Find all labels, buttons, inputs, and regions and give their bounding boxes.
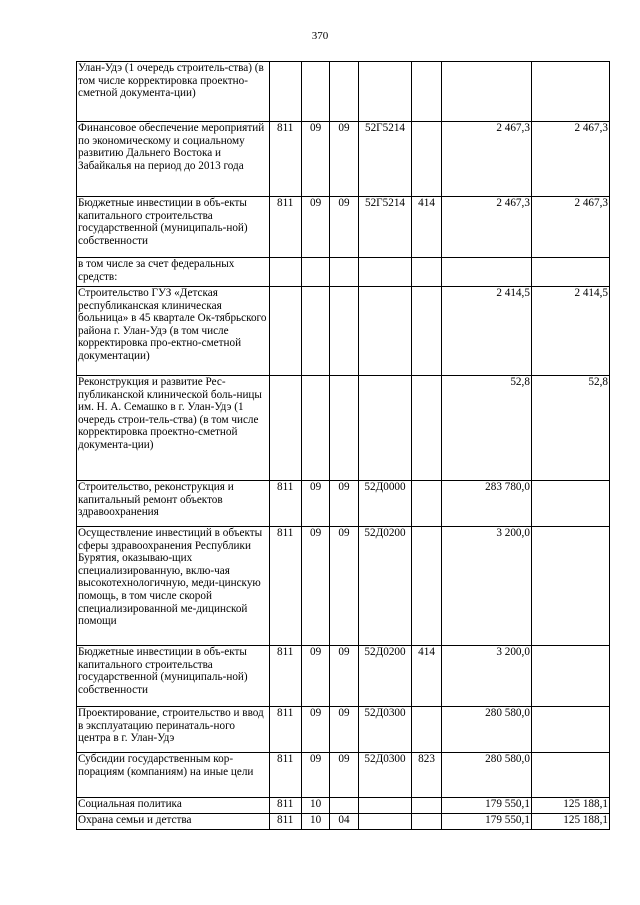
row-name: Субсидии государственным кор-порациям (компаниям) на иные цели <box>77 753 270 798</box>
subsection-code <box>330 62 358 122</box>
grbs-code <box>269 376 301 481</box>
amount-2 <box>531 258 609 287</box>
amount-1: 283 780,0 <box>441 481 531 527</box>
amount-2: 125 188,1 <box>531 798 609 814</box>
section-code: 10 <box>301 814 329 830</box>
section-code: 10 <box>301 798 329 814</box>
target-article-code <box>358 814 412 830</box>
grbs-code: 811 <box>269 481 301 527</box>
amount-2 <box>531 481 609 527</box>
amount-1: 280 580,0 <box>441 707 531 753</box>
subsection-code: 04 <box>330 814 358 830</box>
amount-1: 3 200,0 <box>441 646 531 707</box>
row-name: Строительство ГУЗ «Детская республиканская клиническая больница» в 45 квартале Ок-тябрьского района г. Улан-Удэ (в том числе корректировка про-ектно-сметной документации) <box>77 287 270 376</box>
section-code: 09 <box>301 197 329 258</box>
grbs-code <box>269 287 301 376</box>
table-row <box>77 753 610 798</box>
subsection-code: 09 <box>330 197 358 258</box>
table-row <box>77 258 610 287</box>
table-row <box>77 707 610 753</box>
amount-2 <box>531 707 609 753</box>
amount-2: 125 188,1 <box>531 814 609 830</box>
grbs-code: 811 <box>269 707 301 753</box>
expense-type-code: 823 <box>412 753 441 798</box>
amount-2 <box>531 62 609 122</box>
expense-type-code <box>412 798 441 814</box>
subsection-code: 09 <box>330 122 358 197</box>
table-row <box>77 481 610 527</box>
row-name: Охрана семьи и детства <box>77 814 270 830</box>
grbs-code <box>269 62 301 122</box>
amount-1: 179 550,1 <box>441 814 531 830</box>
row-name: Социальная политика <box>77 798 270 814</box>
table-row <box>77 287 610 376</box>
subsection-code <box>330 376 358 481</box>
grbs-code: 811 <box>269 646 301 707</box>
target-article-code: 52Д0300 <box>358 707 412 753</box>
page-number: 370 <box>311 30 329 42</box>
grbs-code: 811 <box>269 798 301 814</box>
expense-type-code <box>412 258 441 287</box>
row-name: Строительство, реконструкция и капитальный ремонт объектов здравоохранения <box>77 481 270 527</box>
amount-2: 52,8 <box>531 376 609 481</box>
expense-type-code <box>412 287 441 376</box>
amount-1: 2 467,3 <box>441 197 531 258</box>
row-name: Бюджетные инвестиции в объ-екты капитального строительства государственной (муниципаль-ной) собственности <box>77 197 270 258</box>
amount-2 <box>531 753 609 798</box>
subsection-code: 09 <box>330 481 358 527</box>
expense-type-code <box>412 527 441 646</box>
section-code: 09 <box>301 527 329 646</box>
amount-2: 2 467,3 <box>531 122 609 197</box>
row-name: Финансовое обеспечение мероприятий по экономическому и социальному развитию Дальнего Востока и Забайкалья на период до 2013 года <box>77 122 270 197</box>
target-article-code: 52Г5214 <box>358 197 412 258</box>
target-article-code: 52Д0200 <box>358 527 412 646</box>
expense-type-code <box>412 707 441 753</box>
subsection-code <box>330 798 358 814</box>
grbs-code: 811 <box>269 527 301 646</box>
amount-1: 52,8 <box>441 376 531 481</box>
target-article-code: 52Г5214 <box>358 122 412 197</box>
amount-1: 179 550,1 <box>441 798 531 814</box>
target-article-code: 52Д0300 <box>358 753 412 798</box>
subsection-code: 09 <box>330 646 358 707</box>
subsection-code <box>330 287 358 376</box>
row-name: Проектирование, строительство и ввод в эксплуатацию перинаталь-ного центра в г. Улан-Удэ <box>77 707 270 753</box>
row-name: в том числе за счет федеральных средств: <box>77 258 270 287</box>
row-name: Осуществление инвестиций в объекты сферы здравоохранения Республики Бурятия, оказываю-щих специализированную, вклю-чая высокотехнологичную, меди-цинскую помощь, в том числе скорой специализированной ме-дицинской помощи <box>77 527 270 646</box>
amount-1: 2 467,3 <box>441 122 531 197</box>
subsection-code: 09 <box>330 527 358 646</box>
section-code <box>301 287 329 376</box>
expense-type-code <box>412 481 441 527</box>
table-row <box>77 197 610 258</box>
table-row <box>77 527 610 646</box>
row-name: Улан-Удэ (1 очередь строитель-ства) (в том числе корректировка проектно-сметной документа-ции) <box>77 62 270 122</box>
amount-2: 2 414,5 <box>531 287 609 376</box>
section-code <box>301 376 329 481</box>
table-row <box>77 798 610 814</box>
table-row <box>77 646 610 707</box>
subsection-code <box>330 258 358 287</box>
amount-1: 2 414,5 <box>441 287 531 376</box>
subsection-code: 09 <box>330 753 358 798</box>
row-name: Реконструкция и развитие Рес-публиканской клинической боль-ницы им. Н. А. Семашко в г. Улан-Удэ (1 очередь строи-тель-ства) (в том числе корректировка проектно-сметной документа-ции) <box>77 376 270 481</box>
amount-1 <box>441 62 531 122</box>
expense-type-code: 414 <box>412 646 441 707</box>
amount-1 <box>441 258 531 287</box>
grbs-code: 811 <box>269 122 301 197</box>
grbs-code <box>269 258 301 287</box>
grbs-code: 811 <box>269 814 301 830</box>
expense-type-code: 414 <box>412 197 441 258</box>
target-article-code <box>358 287 412 376</box>
target-article-code <box>358 798 412 814</box>
expense-type-code <box>412 62 441 122</box>
amount-2: 2 467,3 <box>531 197 609 258</box>
budget-table <box>76 61 610 830</box>
target-article-code: 52Д0200 <box>358 646 412 707</box>
amount-2 <box>531 527 609 646</box>
section-code: 09 <box>301 481 329 527</box>
section-code: 09 <box>301 707 329 753</box>
expense-type-code <box>412 122 441 197</box>
target-article-code: 52Д0000 <box>358 481 412 527</box>
grbs-code: 811 <box>269 197 301 258</box>
grbs-code: 811 <box>269 753 301 798</box>
section-code: 09 <box>301 753 329 798</box>
target-article-code <box>358 258 412 287</box>
table-row <box>77 376 610 481</box>
amount-2 <box>531 646 609 707</box>
table-row <box>77 62 610 122</box>
section-code <box>301 258 329 287</box>
section-code: 09 <box>301 646 329 707</box>
table-row <box>77 122 610 197</box>
section-code: 09 <box>301 122 329 197</box>
target-article-code <box>358 376 412 481</box>
row-name: Бюджетные инвестиции в объ-екты капитального строительства государственной (муниципаль-ной) собственности <box>77 646 270 707</box>
amount-1: 3 200,0 <box>441 527 531 646</box>
subsection-code: 09 <box>330 707 358 753</box>
table-row <box>77 814 610 830</box>
section-code <box>301 62 329 122</box>
expense-type-code <box>412 814 441 830</box>
expense-type-code <box>412 376 441 481</box>
amount-1: 280 580,0 <box>441 753 531 798</box>
target-article-code <box>358 62 412 122</box>
